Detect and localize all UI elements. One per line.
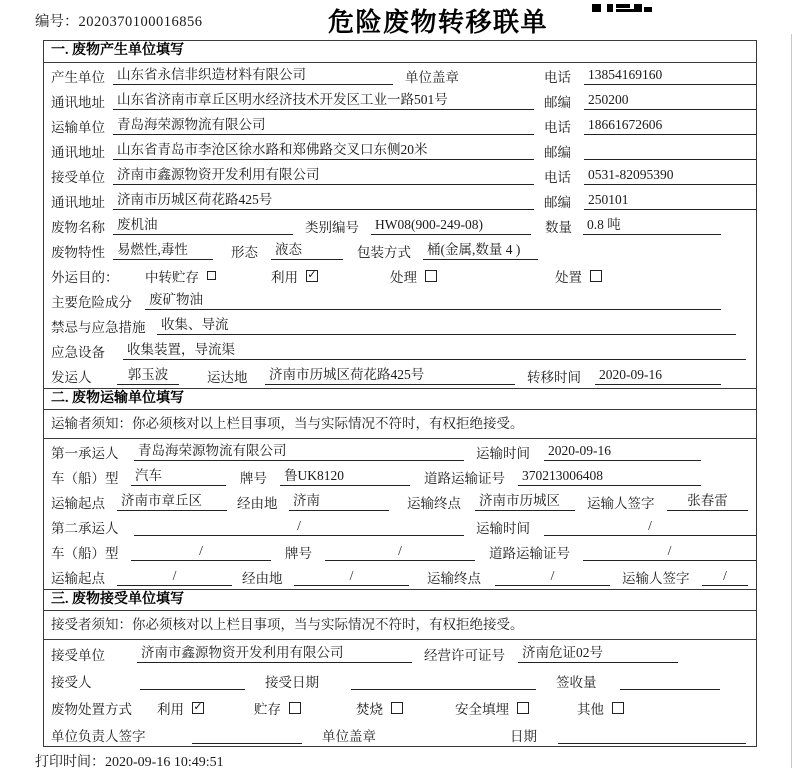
form-label: 形态 <box>231 244 258 260</box>
date-value <box>558 725 746 744</box>
section1-header: 一. 废物产生单位填写 <box>44 41 756 63</box>
emergency-equipment-label: 应急设备 <box>51 344 105 360</box>
hazard-components-label: 主要危险成分 <box>51 294 132 310</box>
receiver-address-value: 济南市历城区荷花路425号 <box>113 191 534 210</box>
quantity-label: 数量 <box>545 219 572 235</box>
waste-character-label: 废物特性 <box>51 244 105 260</box>
road-cert-label: 道路运输证号 <box>489 545 570 561</box>
date-label: 日期 <box>510 728 537 744</box>
route-end-value: 济南市历城区 <box>475 492 575 511</box>
first-carrier-value: 青岛海荣源物流有限公司 <box>134 442 464 461</box>
license-number-value: 济南危证02号 <box>518 644 678 663</box>
unit-seal-label: 单位盖章 <box>405 69 459 85</box>
shipper-label: 发运人 <box>51 369 92 385</box>
checkbox-option <box>356 698 403 718</box>
phone-label: 电话 <box>544 169 571 185</box>
transporter-zip-value <box>584 141 756 160</box>
document-number <box>35 10 203 31</box>
route-end-label: 运输终点 <box>407 495 461 511</box>
checkbox-unchecked-icon <box>425 270 437 282</box>
carrier-sign-value: / <box>702 567 748 586</box>
quantity-value: 0.8 吨 <box>583 216 721 235</box>
receiver-notice: 接受者须知：你必须核对以上栏目事项，当与实际情况不符时，有权拒绝接受。 <box>44 611 756 640</box>
waste-name-label: 废物名称 <box>51 219 105 235</box>
checkbox-label: 其他 <box>577 701 604 717</box>
transporter-address-row <box>44 138 756 163</box>
disposal-method-row <box>44 694 756 721</box>
checkbox-option <box>145 266 216 286</box>
checkbox-unchecked-icon <box>207 271 216 280</box>
phone-label: 电话 <box>544 69 571 85</box>
print-time-label: 打印时间： <box>35 755 105 768</box>
checkbox-unchecked-icon <box>391 702 403 714</box>
emergency-equipment-row <box>44 338 756 363</box>
producer-phone-value: 13854169160 <box>584 66 756 85</box>
transport-time-label: 运输时间 <box>476 445 530 461</box>
checkbox-label: 安全填埋 <box>455 701 509 717</box>
route-origin-label: 运输起点 <box>51 570 105 586</box>
emergency-equipment-value: 收集装置，导流渠 <box>123 341 746 360</box>
checkbox-option <box>555 266 602 286</box>
packing-value: 桶(金属,数量 4 ) <box>423 241 538 260</box>
checkbox-label: 利用 <box>271 269 298 285</box>
carrier-sign-value: 张春雷 <box>667 492 748 511</box>
second-carrier-row <box>44 514 756 539</box>
receiving-unit-value: 济南市鑫源物资开发利用有限公司 <box>137 644 412 663</box>
waste-name-row <box>44 213 756 238</box>
receiver-phone-value: 0531-82095390 <box>584 166 756 185</box>
producer-label: 产生单位 <box>51 69 105 85</box>
checkbox-option <box>390 266 437 286</box>
waste-character-value: 易燃性,毒性 <box>113 241 213 260</box>
checkbox-label: 贮存 <box>254 701 281 717</box>
responsible-sign-label: 单位负责人签字 <box>51 728 146 744</box>
page-title: 危险废物转移联单 <box>328 8 549 37</box>
transporter-row <box>44 113 756 138</box>
vehicle-type-value: / <box>131 542 271 561</box>
checkbox-unchecked-icon <box>517 702 529 714</box>
zip-label: 邮编 <box>544 144 571 160</box>
receiver-row <box>44 163 756 188</box>
transporter-address-value: 山东省青岛市李沧区徐水路和郑佛路交叉口东侧20米 <box>113 141 534 160</box>
road-cert-label: 道路运输证号 <box>424 470 505 486</box>
hazard-components-row <box>44 288 756 313</box>
receiving-unit-row <box>44 640 756 667</box>
checkbox-label: 利用 <box>157 701 184 717</box>
destination-label: 运达地 <box>207 369 248 385</box>
checkbox-option <box>455 698 529 718</box>
category-value: HW08(900-249-08) <box>371 216 531 235</box>
section3-header: 三. 废物接受单位填写 <box>44 589 756 611</box>
license-number-label: 经营许可证号 <box>424 647 505 663</box>
checkbox-unchecked-icon <box>612 702 624 714</box>
responsible-sign-value <box>192 725 302 744</box>
producer-row <box>44 63 756 88</box>
checkbox-label: 焚烧 <box>356 701 383 717</box>
transfer-purpose-row <box>44 263 756 288</box>
route-end-value: / <box>495 567 610 586</box>
emergency-measures-row <box>44 313 756 338</box>
producer-zip-group <box>544 91 756 111</box>
emergency-measures-value: 收集、导流 <box>157 316 736 335</box>
first-carrier-row <box>44 439 756 464</box>
route-via-value: / <box>294 567 409 586</box>
producer-phone-group <box>544 66 756 86</box>
waste-name-value: 废机油 <box>113 216 293 235</box>
first-carrier-route-row <box>44 489 756 514</box>
route-via-value: 济南 <box>289 492 389 511</box>
transport-time-label: 运输时间 <box>476 520 530 536</box>
road-cert-value: 370213006408 <box>518 467 701 486</box>
receive-date-label: 接受日期 <box>265 674 319 690</box>
section2-header: 二. 废物运输单位填写 <box>44 388 756 410</box>
destination-value: 济南市历城区荷花路425号 <box>265 366 515 385</box>
first-carrier-vehicle-row <box>44 464 756 489</box>
producer-value: 山东省永信非织造材料有限公司 <box>113 66 393 85</box>
checkbox-label: 处理 <box>390 269 417 285</box>
transporter-phone-value: 18661672606 <box>584 116 756 135</box>
transfer-time-value: 2020-09-16 <box>595 366 721 385</box>
received-qty-label: 签收量 <box>556 674 597 690</box>
checkbox-unchecked-icon <box>289 702 301 714</box>
window-edge-line <box>791 34 792 768</box>
checkbox-option <box>254 698 301 718</box>
zip-label: 邮编 <box>544 194 571 210</box>
receiver-label: 接受单位 <box>51 169 105 185</box>
route-via-label: 经由地 <box>242 570 283 586</box>
print-time <box>35 751 224 768</box>
receiver-address-row <box>44 188 756 213</box>
second-carrier-route-row <box>44 564 756 589</box>
transfer-purpose-label: 外运目的： <box>51 269 119 285</box>
recipient-row <box>44 667 756 694</box>
transfer-time-label: 转移时间 <box>527 369 581 385</box>
route-end-label: 运输终点 <box>427 570 481 586</box>
route-origin-value: / <box>117 567 232 586</box>
receiver-value: 济南市鑫源物资开发利用有限公司 <box>113 166 534 185</box>
receiving-unit-label: 接受单位 <box>51 647 105 663</box>
address-label: 通讯地址 <box>51 144 105 160</box>
plate-number-value: / <box>325 542 475 561</box>
route-via-label: 经由地 <box>237 495 278 511</box>
vehicle-type-label: 车（船）型 <box>51 545 119 561</box>
packing-label: 包装方式 <box>357 244 411 260</box>
address-label: 通讯地址 <box>51 94 105 110</box>
unit-seal-label: 单位盖章 <box>322 728 376 744</box>
plate-number-value: 鲁UK8120 <box>280 467 410 486</box>
qr-code-icon <box>592 4 654 13</box>
checkbox-label: 中转贮存 <box>145 269 199 285</box>
route-origin-label: 运输起点 <box>51 495 105 511</box>
address-label: 通讯地址 <box>51 194 105 210</box>
receive-date-value <box>351 671 536 690</box>
manifest-form <box>43 40 757 747</box>
checkbox-unchecked-icon <box>590 270 602 282</box>
checkbox-option <box>157 698 204 718</box>
second-carrier-label: 第二承运人 <box>51 520 119 536</box>
document-number-value: 2020370100016856 <box>78 14 203 30</box>
producer-address-value: 山东省济南市章丘区明水经济技术开发区工业一路501号 <box>113 91 534 110</box>
shipper-row <box>44 363 756 388</box>
vehicle-type-label: 车（船）型 <box>51 470 119 486</box>
second-carrier-value: / <box>134 517 464 536</box>
form-value: 液态 <box>271 241 343 260</box>
transporter-label: 运输单位 <box>51 119 105 135</box>
checkbox-checked-icon: ✓ <box>307 269 317 281</box>
plate-number-label: 牌号 <box>285 545 312 561</box>
first-carrier-label: 第一承运人 <box>51 445 119 461</box>
receiver-zip-group <box>544 191 756 211</box>
carrier-sign-label: 运输人签字 <box>622 570 690 586</box>
plate-number-label: 牌号 <box>240 470 267 486</box>
transporter-zip-group <box>544 141 756 161</box>
second-carrier-vehicle-row <box>44 539 756 564</box>
qr-code-fragment <box>592 0 654 9</box>
disposal-method-label: 废物处置方式 <box>51 701 132 717</box>
checkbox-option <box>271 266 318 286</box>
road-cert-value: / <box>583 542 756 561</box>
vehicle-type-value: 汽车 <box>131 467 226 486</box>
received-qty-value <box>620 671 720 690</box>
second-carrier-time-value: / <box>544 517 756 536</box>
transporter-notice: 运输者须知：你必须核对以上栏目事项，当与实际情况不符时，有权拒绝接受。 <box>44 410 756 439</box>
transporter-phone-group <box>544 116 756 136</box>
hazard-components-value: 废矿物油 <box>145 291 721 310</box>
checkbox-option <box>577 698 624 718</box>
recipient-value <box>140 671 245 690</box>
zip-label: 邮编 <box>544 94 571 110</box>
responsible-sign-row <box>44 721 756 748</box>
transporter-value: 青岛海荣源物流有限公司 <box>113 116 534 135</box>
category-label: 类别编号 <box>305 219 359 235</box>
recipient-label: 接受人 <box>51 674 92 690</box>
document-number-label: 编号： <box>35 14 79 30</box>
emergency-measures-label: 禁忌与应急措施 <box>51 319 146 335</box>
carrier-sign-label: 运输人签字 <box>587 495 655 511</box>
checkbox-label: 处置 <box>555 269 582 285</box>
receiver-phone-group <box>544 166 756 186</box>
receiver-zip-value: 250101 <box>584 191 756 210</box>
print-time-value: 2020-09-16 10:49:51 <box>105 755 224 768</box>
producer-address-row <box>44 88 756 113</box>
checkbox-checked-icon: ✓ <box>193 701 203 713</box>
waste-character-row <box>44 238 756 263</box>
first-carrier-time-value: 2020-09-16 <box>544 442 701 461</box>
phone-label: 电话 <box>544 119 571 135</box>
producer-zip-value: 250200 <box>584 91 756 110</box>
shipper-value: 郭玉波 <box>117 366 179 385</box>
route-origin-value: 济南市章丘区 <box>117 492 227 511</box>
